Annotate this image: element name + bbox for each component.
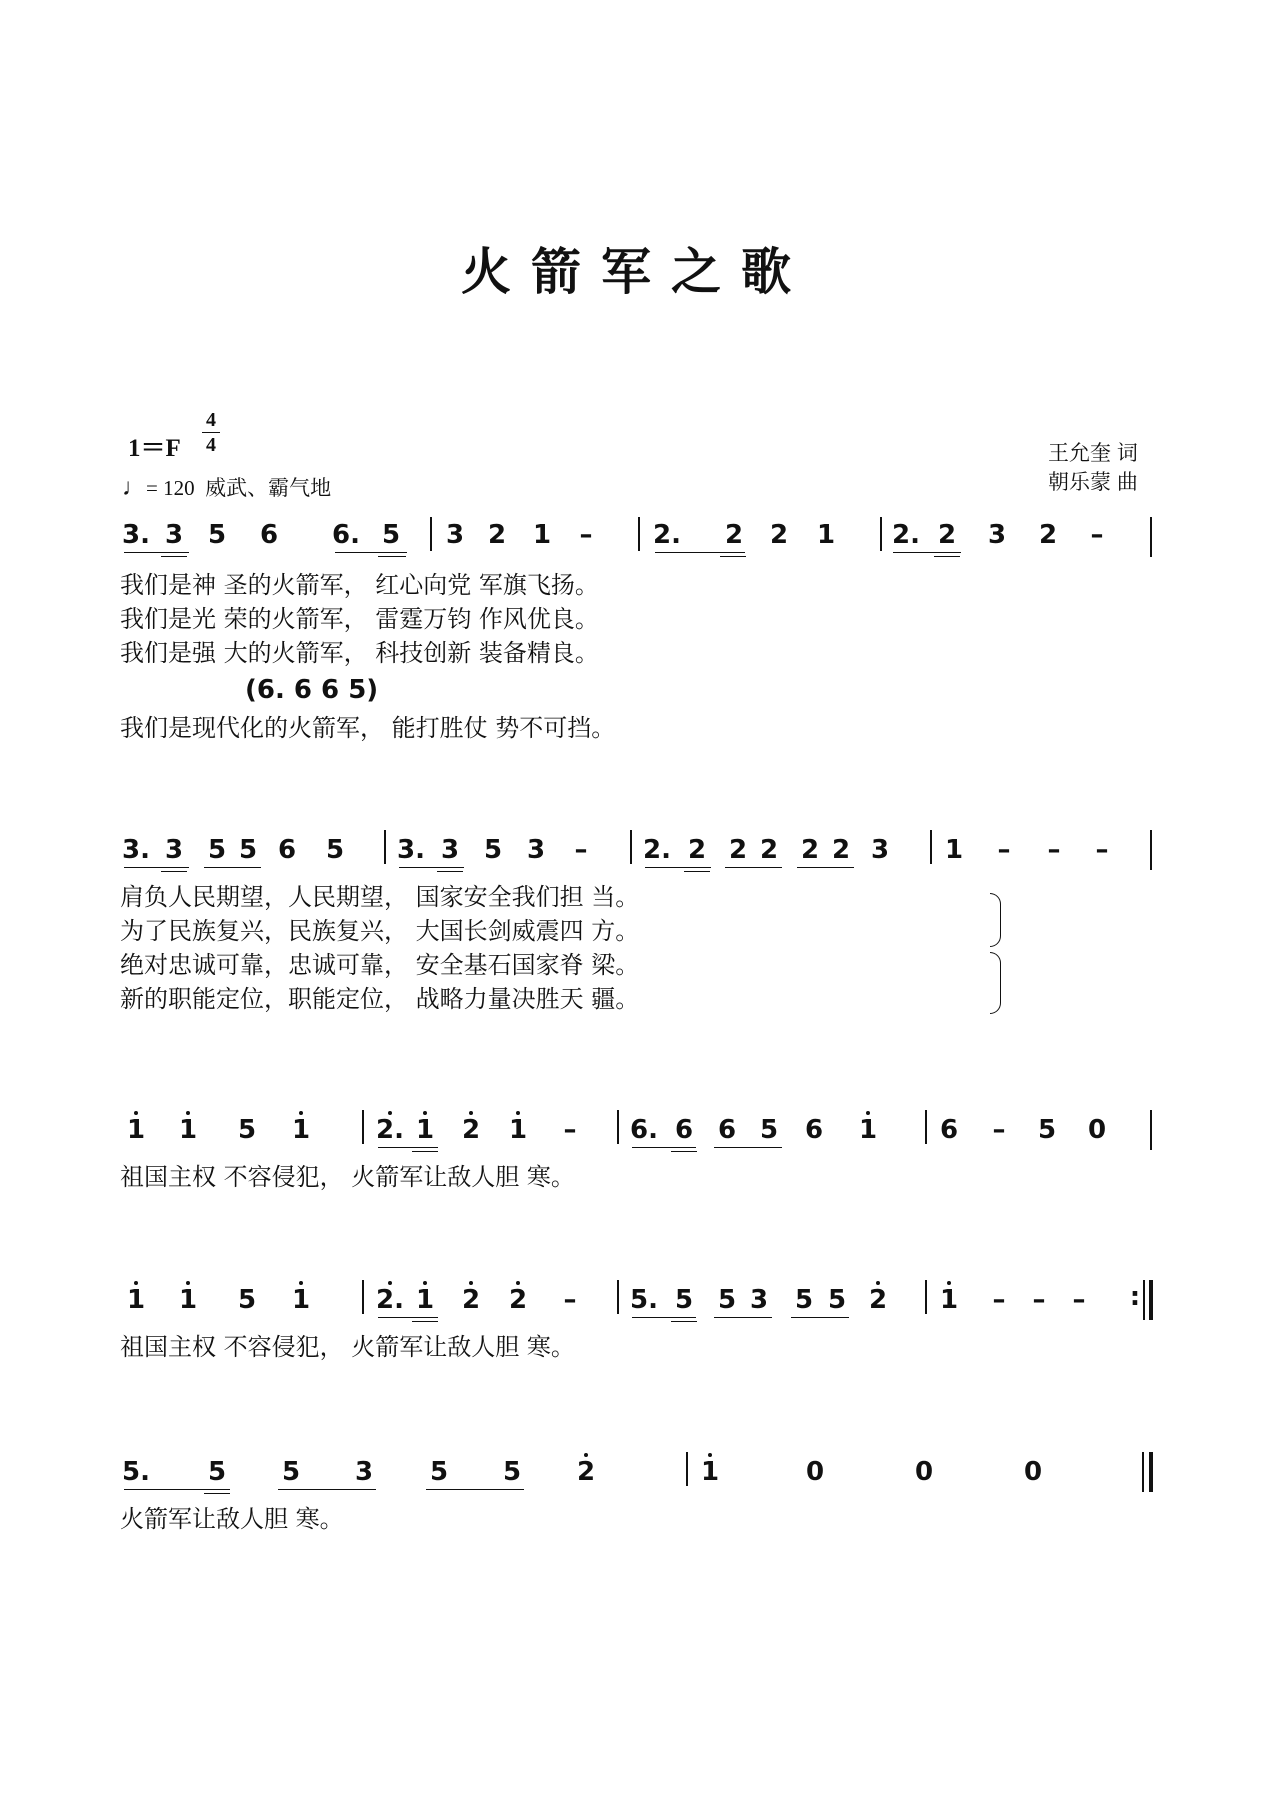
- song-title: 火箭军之歌: [461, 242, 811, 301]
- note: –: [1032, 1285, 1046, 1315]
- barline: [925, 1110, 927, 1144]
- note: 5: [237, 1115, 257, 1145]
- variant-notes: (6. 6 6 5): [245, 675, 379, 705]
- barline: [617, 1110, 619, 1144]
- barline: [630, 830, 632, 864]
- note: 5: [281, 1457, 301, 1487]
- tempo-value: = 120: [146, 476, 195, 500]
- note: –: [579, 520, 593, 550]
- note: 5: [207, 1457, 227, 1487]
- note: –: [1072, 1285, 1086, 1315]
- barline: [1150, 830, 1152, 870]
- note: 1: [696, 1457, 724, 1487]
- repeat-dots-icon: :: [1129, 1282, 1141, 1312]
- barline: [384, 830, 386, 864]
- beam: [720, 556, 746, 557]
- note: 1: [122, 1285, 150, 1315]
- note: –: [563, 1285, 577, 1315]
- system5-notes: 5. 5 5 3 5 5 2 | 1 0 0 0 ||: [85, 1760, 98, 1761]
- note: 2: [728, 835, 748, 865]
- note: 2: [487, 520, 507, 550]
- note: 2: [800, 835, 820, 865]
- note: 3: [749, 1285, 769, 1315]
- note: 2: [724, 520, 744, 550]
- lyricist-credit: 王允奎 词: [1048, 442, 1138, 465]
- beam: [412, 1321, 438, 1322]
- note: 5: [794, 1285, 814, 1315]
- beam: [645, 867, 711, 868]
- note: 5: [238, 835, 258, 865]
- beam: [378, 556, 406, 557]
- note: 5.: [122, 1457, 150, 1487]
- note: 1: [287, 1285, 315, 1315]
- note: –: [1047, 835, 1061, 865]
- beam: [426, 1489, 524, 1490]
- note: 1: [411, 1285, 439, 1315]
- note: 5: [207, 835, 227, 865]
- beam: [934, 556, 960, 557]
- beam: [632, 1147, 696, 1148]
- note: 2: [457, 1285, 485, 1315]
- note: 6: [804, 1115, 824, 1145]
- tempo-marking: [122, 472, 331, 502]
- note: 3: [987, 520, 1007, 550]
- note: 2: [457, 1115, 485, 1145]
- note: 2: [769, 520, 789, 550]
- note: 5.: [630, 1285, 658, 1315]
- lyric-line: 我们是强 大的火箭军， 科技创新 装备精良。: [120, 639, 599, 667]
- beam: [335, 552, 407, 553]
- note: 6: [259, 520, 279, 550]
- note: 2.: [892, 520, 920, 550]
- lyric-line: 新的职能定位，职能定位， 战略力量决胜天 疆。: [120, 985, 640, 1013]
- note: 3: [526, 835, 546, 865]
- note: 3: [445, 520, 465, 550]
- note: 0: [1087, 1115, 1107, 1145]
- note: 5: [483, 835, 503, 865]
- composer-credit: 朝乐蒙 曲: [1048, 471, 1138, 494]
- quarter-note-icon: ♩: [122, 475, 146, 501]
- note: 0: [1023, 1457, 1043, 1487]
- barline: [930, 830, 932, 864]
- note: 0: [914, 1457, 934, 1487]
- note: 2.: [376, 1115, 404, 1145]
- barline: [686, 1452, 688, 1486]
- note: 2: [831, 835, 851, 865]
- final-barline: [1149, 1452, 1153, 1492]
- note: 3: [870, 835, 890, 865]
- note: 3: [440, 835, 460, 865]
- note: –: [997, 835, 1011, 865]
- beam: [412, 1151, 438, 1152]
- beam: [278, 1489, 376, 1490]
- lyric-line: 为了民族复兴，民族复兴， 大国长剑威震四 方。: [120, 917, 640, 945]
- barline: [925, 1280, 927, 1314]
- note: 5: [674, 1285, 694, 1315]
- time-signature-bar: [202, 432, 220, 433]
- note: 1: [532, 520, 552, 550]
- note: 1: [122, 1115, 150, 1145]
- note: 5: [429, 1457, 449, 1487]
- beam: [725, 867, 782, 868]
- beam: [204, 1493, 230, 1494]
- beam: [714, 1317, 772, 1318]
- beam: [124, 867, 189, 868]
- note-string-hidden: [0, 1760, 98, 1761]
- note: 1: [944, 835, 964, 865]
- note: 5: [717, 1285, 737, 1315]
- note: 6: [674, 1115, 694, 1145]
- note: 1: [174, 1115, 202, 1145]
- system3-notes: 1 1 5 1 | 2. 1 2 1 - | 6. 6 6 5 6 1 | 6 - 5 0: [43, 1760, 64, 1761]
- lyric-line: 肩负人民期望，人民期望， 国家安全我们担 当。: [120, 883, 640, 911]
- note: –: [992, 1115, 1006, 1145]
- note: 1: [174, 1285, 202, 1315]
- note: 2: [864, 1285, 892, 1315]
- note: 6.: [630, 1115, 658, 1145]
- note: 2.: [643, 835, 671, 865]
- note: 3.: [122, 520, 150, 550]
- note: 2: [572, 1457, 600, 1487]
- note: –: [992, 1285, 1006, 1315]
- barline: [430, 517, 432, 551]
- beam: [893, 552, 961, 553]
- note: 3: [164, 520, 184, 550]
- note: 6: [939, 1115, 959, 1145]
- barline: [617, 1280, 619, 1314]
- note: 5: [759, 1115, 779, 1145]
- time-signature: [202, 410, 220, 455]
- beam: [378, 1147, 438, 1148]
- beam: [714, 1147, 782, 1148]
- beam: [437, 871, 463, 872]
- note: 5: [827, 1285, 847, 1315]
- beam: [378, 1317, 438, 1318]
- time-signature-top: 4: [206, 409, 216, 431]
- lyric-brace: [990, 952, 1001, 1014]
- lyric-line: 祖国主权 不容侵犯， 火箭军让敌人胆 寒。: [120, 1333, 575, 1361]
- note: 1: [935, 1285, 963, 1315]
- beam: [399, 867, 464, 868]
- beam: [791, 1317, 849, 1318]
- beam: [124, 552, 189, 553]
- beam: [655, 552, 745, 553]
- note: 0: [805, 1457, 825, 1487]
- lyric-line: 绝对忠诚可靠，忠诚可靠， 安全基石国家脊 梁。: [120, 951, 640, 979]
- barline: [880, 517, 882, 551]
- beam: [684, 871, 710, 872]
- note: 6: [717, 1115, 737, 1145]
- barline: [1143, 1280, 1145, 1320]
- note: 5: [237, 1285, 257, 1315]
- note: 2.: [376, 1285, 404, 1315]
- note: 2: [759, 835, 779, 865]
- note: –: [1095, 835, 1109, 865]
- barline: [1150, 517, 1152, 557]
- barline: [1142, 1452, 1144, 1492]
- time-signature-bottom: 4: [206, 434, 216, 456]
- note: –: [574, 835, 588, 865]
- key-signature: 1＝F: [128, 435, 181, 462]
- note: 1: [411, 1115, 439, 1145]
- note: 5: [381, 520, 401, 550]
- note: 1: [816, 520, 836, 550]
- beam: [797, 867, 854, 868]
- note: 1: [287, 1115, 315, 1145]
- note: 3: [164, 835, 184, 865]
- expression-mark: 威武、霸气地: [205, 477, 332, 500]
- note: 2: [504, 1285, 532, 1315]
- note: 6: [277, 835, 297, 865]
- note: 6.: [332, 520, 360, 550]
- note: 2: [1038, 520, 1058, 550]
- note: 5: [1037, 1115, 1057, 1145]
- note: 5: [502, 1457, 522, 1487]
- lyric-line: 我们是现代化的火箭军， 能打胜仗 势不可挡。: [120, 714, 616, 742]
- lyric-line: 火箭军让敌人胆 寒。: [120, 1505, 344, 1533]
- note: 3.: [122, 835, 150, 865]
- system1-notes: 3. 3 5 6 6. 5 | 3 2 1 - | 2. 2 2 1 | 2. 2 3 2 -: [0, 1760, 21, 1761]
- note: 2: [937, 520, 957, 550]
- note: 3.: [397, 835, 425, 865]
- repeat-end-barline: [1149, 1280, 1153, 1320]
- beam: [161, 871, 187, 872]
- lyric-brace: [990, 893, 1001, 947]
- beam: [161, 556, 187, 557]
- note: 5: [325, 835, 345, 865]
- note: –: [1090, 520, 1104, 550]
- note: 2: [687, 835, 707, 865]
- barline: [362, 1280, 364, 1314]
- beam: [671, 1151, 697, 1152]
- lyric-line: 我们是神 圣的火箭军， 红心向党 军旗飞扬。: [120, 571, 599, 599]
- beam: [124, 1489, 230, 1490]
- note: 2.: [653, 520, 681, 550]
- beam: [671, 1321, 697, 1322]
- barline: [362, 1110, 364, 1144]
- note: 5: [207, 520, 227, 550]
- note: –: [563, 1115, 577, 1145]
- lyric-line: 祖国主权 不容侵犯， 火箭军让敌人胆 寒。: [120, 1163, 575, 1191]
- note: 3: [354, 1457, 374, 1487]
- note: 1: [854, 1115, 882, 1145]
- lyric-line: 我们是光 荣的火箭军， 雷霆万钧 作风优良。: [120, 605, 599, 633]
- system4-notes: 1 1 5 1 | 2. 1 2 2 - | 5. 5 5 3 5 5 2 | 1 - - - :||: [63, 1760, 86, 1761]
- note: 1: [504, 1115, 532, 1145]
- system2-notes: 3. 3 5 5 6 5 | 3. 3 5 3 - | 2. 2 2 2 2 2 3 | 1 - - -: [20, 1760, 44, 1761]
- barline: [638, 517, 640, 551]
- beam: [632, 1317, 696, 1318]
- barline: [1150, 1110, 1152, 1150]
- beam: [204, 867, 261, 868]
